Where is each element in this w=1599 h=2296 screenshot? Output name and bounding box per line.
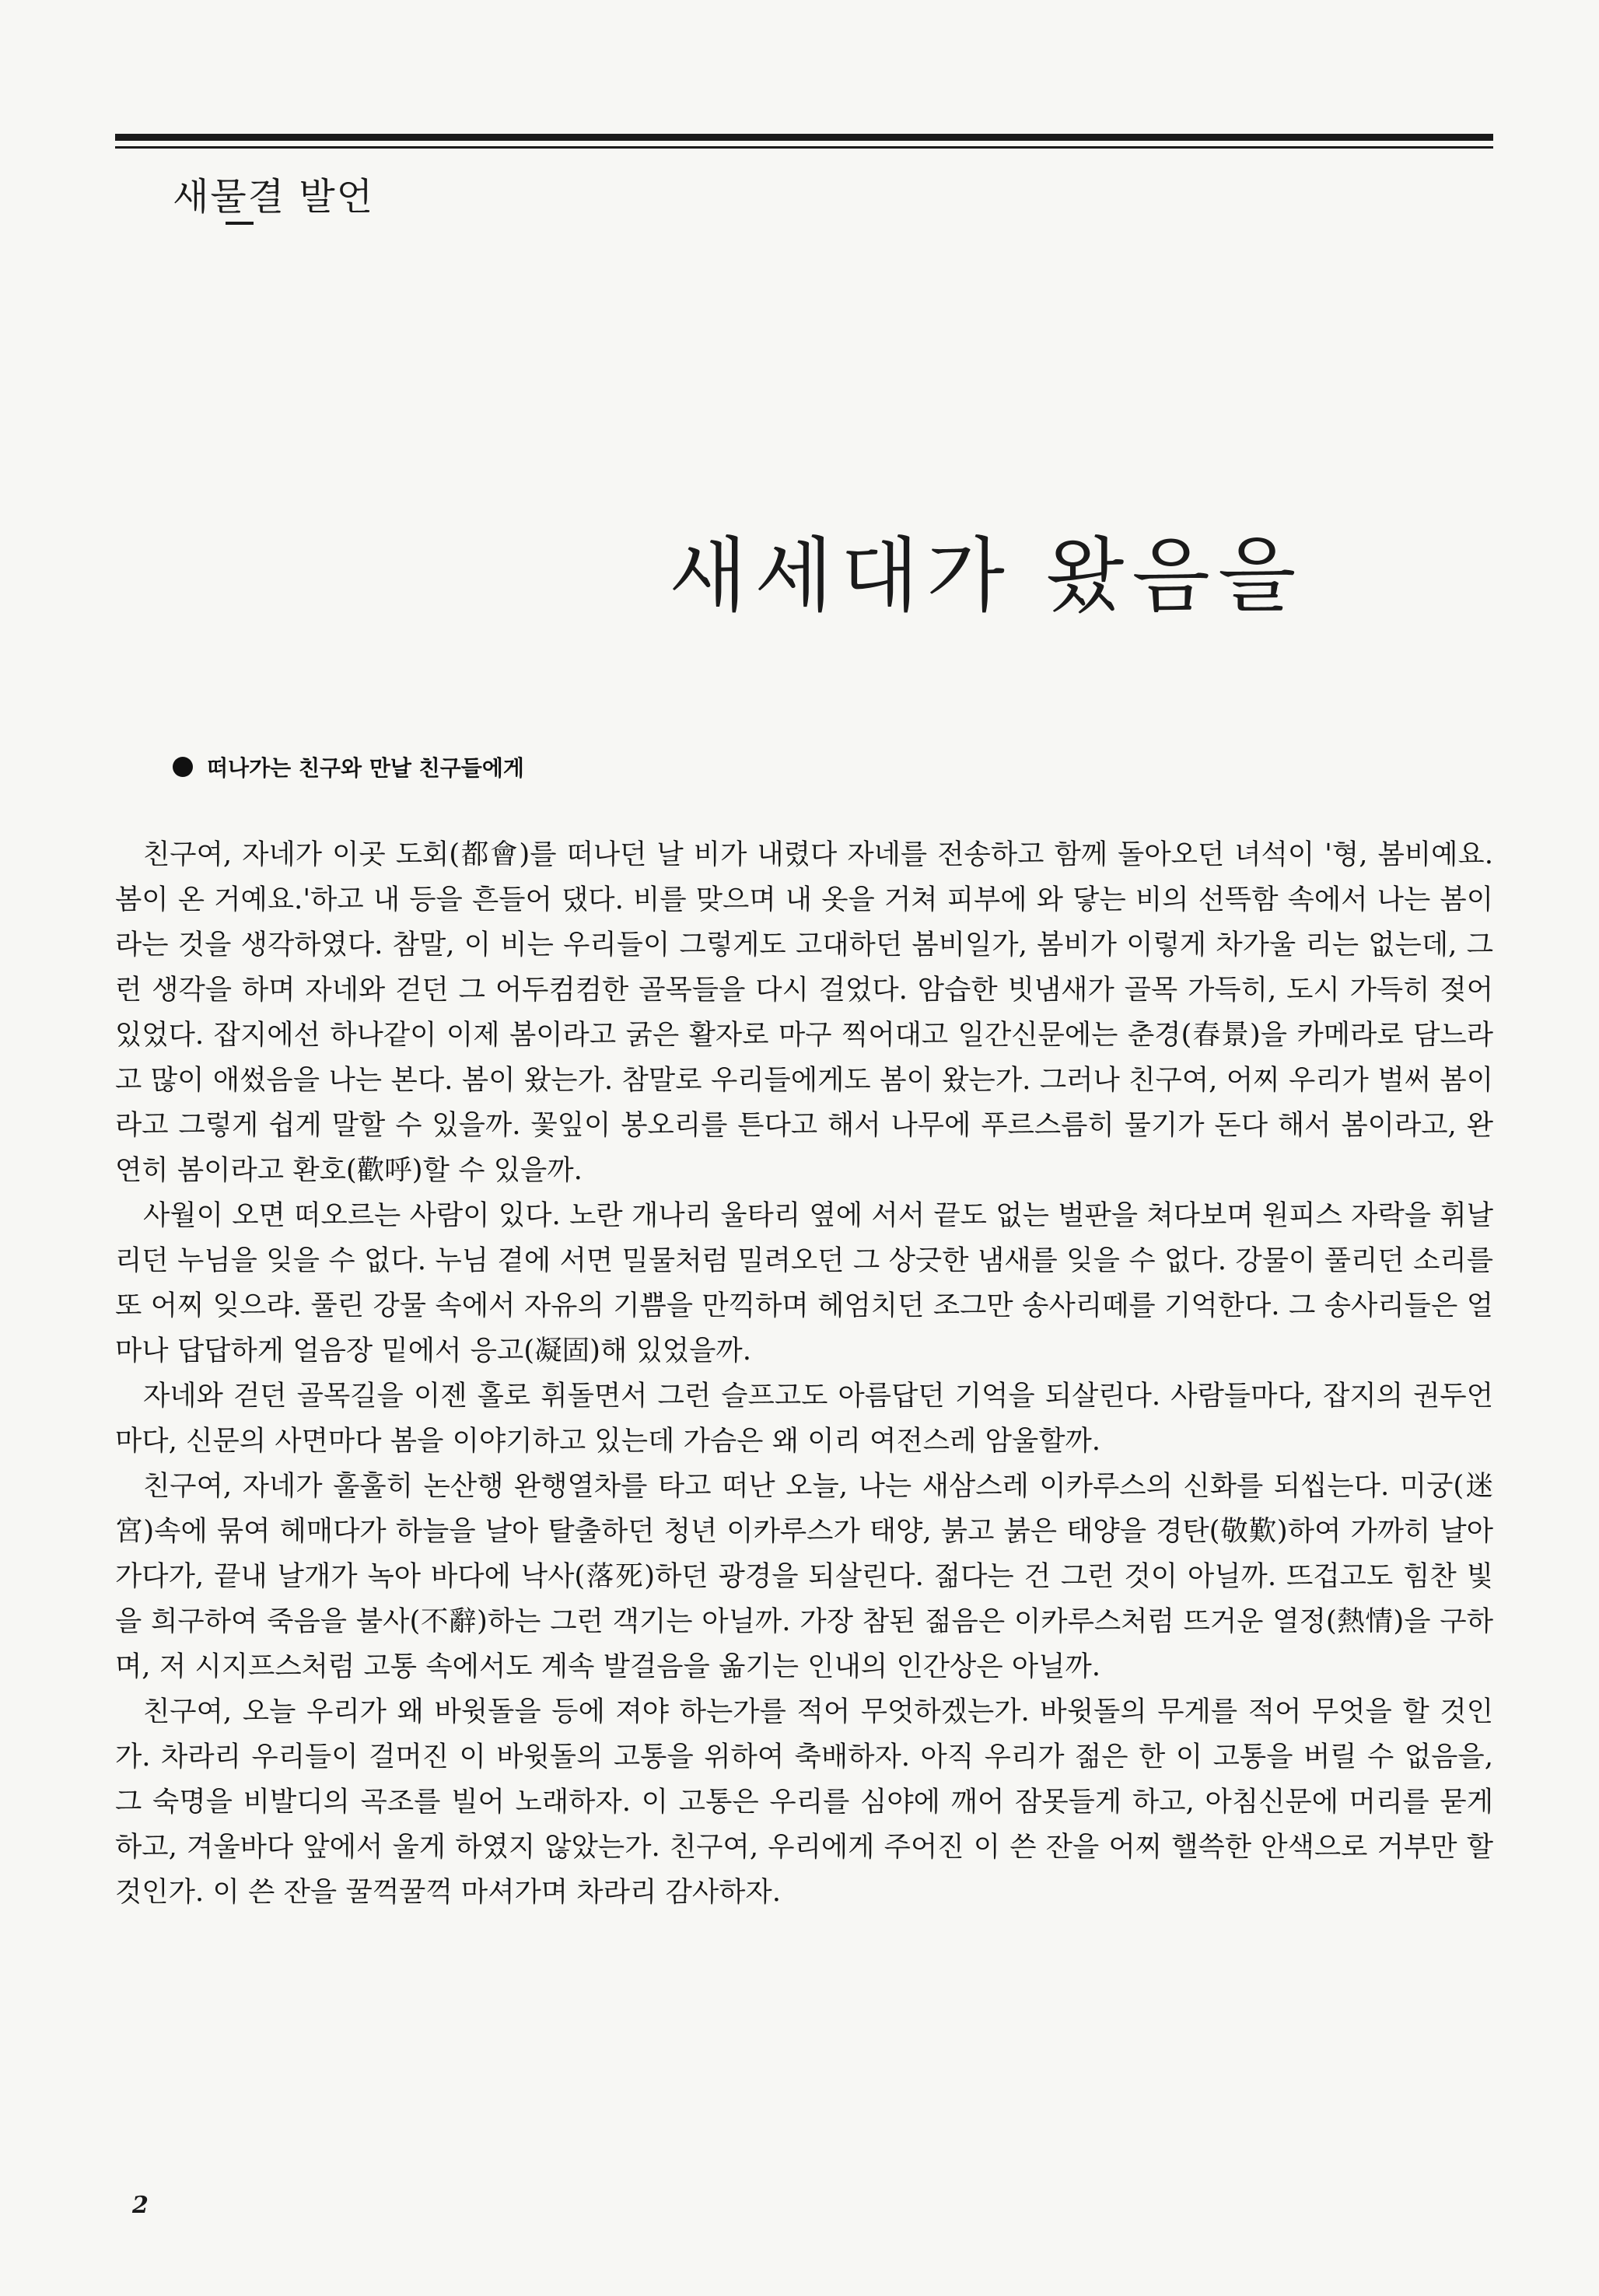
body-paragraph: 친구여, 자네가 이곳 도회(都會)를 떠나던 날 비가 내렸다 자네를 전송하고 함께 돌아오던 녀석이 '형, 봄비예요. 봄이 온 거예요.'하고 내 등을 흔들어 댔다. 비를 맞으며 내 옷을 거쳐 피부에 와 닿는 비의 선뜩함 속에서 나는 봄이라는 것을 생각하였다. 참말, 이 비는 우리들이 그렇게도 고대하던 봄비일가, 봄비가 이렇게 차가울 리는 없는데, 그런 생각을 하며 자네와 걷던 그 어두컴컴한 골목들을 다시 걸었다. 암습한 빗냄새가 골목 가득히, 도시 가득히 젖어 있었다. 잡지에선 하나같이 이제 봄이라고 굵은 활자로 마구 찍어대고 일간신문에는 춘경(春景)을 카메라로 담느라고 많이 애썼음을 나는 본다. 봄이 왔는가. 참말로 우리들에게도 봄이 왔는가. 그러나 친구여, 어찌 우리가 벌써 봄이라고 그렇게 쉽게 말할 수 있을까. 꽃잎이 봉오리를 튼다고 해서 나무에 푸르스름히 물기가 돈다 해서 봄이라고, 완연히 봄이라고 환호(歡呼)할 수 있을까. bbox=[115, 838, 1493, 1186]
header-rule-thick bbox=[115, 134, 1493, 141]
page-number: 2 bbox=[132, 2192, 149, 2219]
body-paragraph: 사월이 오면 떠오르는 사람이 있다. 노란 개나리 울타리 옆에 서서 끝도 없는 벌판을 쳐다보며 원피스 자락을 휘날리던 누님을 잊을 수 없다. 누님 곁에 서면 밀물처럼 밀려오던 그 상긋한 냄새를 잊을 수 없다. 강물이 풀리던 소리를 또 어찌 잊으랴. 풀린 강물 속에서 자유의 기쁨을 만끽하며 헤엄치던 조그만 송사리떼를 기억한다. 그 송사리들은 얼마나 답답하게 얼음장 밑에서 응고(凝固)해 있었을까. bbox=[115, 1199, 1493, 1367]
section-label: 새물결 발언 bbox=[173, 175, 375, 219]
article-body bbox=[115, 832, 1493, 1915]
header-rule-thin bbox=[115, 146, 1493, 149]
article-subtitle bbox=[173, 751, 524, 782]
bullet-icon bbox=[173, 757, 193, 777]
body-paragraph: 친구여, 오늘 우리가 왜 바윗돌을 등에 져야 하는가를 적어 무엇하겠는가. 바윗돌의 무게를 적어 무엇을 할 것인가. 차라리 우리들이 걸머진 이 바윗돌의 고통을 위하여 축배하자. 아직 우리가 젊은 한 이 고통을 버릴 수 없음을, 그 숙명을 비발디의 곡조를 빌어 노래하자. 이 고통은 우리를 심야에 깨어 잠못들게 하고, 아침신문에 머리를 묻게 하고, 겨울바다 앞에서 울게 하였지 않았는가. 친구여, 우리에게 주어진 이 쓴 잔을 어찌 핼쓱한 안색으로 거부만 할 것인가. 이 쓴 잔을 꿀꺽꿀꺽 마셔가며 차라리 감사하자. bbox=[115, 1696, 1493, 1908]
article-subtitle-text: 떠나가는 친구와 만날 친구들에게 bbox=[207, 755, 524, 781]
body-paragraph: 자네와 걷던 골목길을 이젠 홀로 휘돌면서 그런 슬프고도 아름답던 기억을 되살린다. 사람들마다, 잡지의 권두언마다, 신문의 사면마다 봄을 이야기하고 있는데 가슴은 왜 이리 여전스레 암울할까. bbox=[115, 1380, 1493, 1457]
body-paragraph: 친구여, 자네가 훌훌히 논산행 완행열차를 타고 떠난 오늘, 나는 새삼스레 이카루스의 신화를 되씹는다. 미궁(迷宮)속에 묶여 헤매다가 하늘을 날아 탈출하던 청년 이카루스가 태양, 붉고 붉은 태양을 경탄(敬歎)하여 가까히 날아가다가, 끝내 날개가 녹아 바다에 낙사(落死)하던 광경을 되살린다. 젊다는 건 그런 것이 아닐까. 뜨겁고도 힘찬 빛을 희구하여 죽음을 불사(不辭)하는 그런 객기는 아닐까. 가장 참된 젊음은 이카루스처럼 뜨거운 열정(熱情)을 구하며, 저 시지프스처럼 고통 속에서도 계속 발걸음을 옮기는 인내의 인간상은 아닐까. bbox=[115, 1470, 1493, 1682]
section-label-underline bbox=[226, 222, 254, 225]
article-title: 새세대가 왔음을 bbox=[669, 527, 1304, 623]
